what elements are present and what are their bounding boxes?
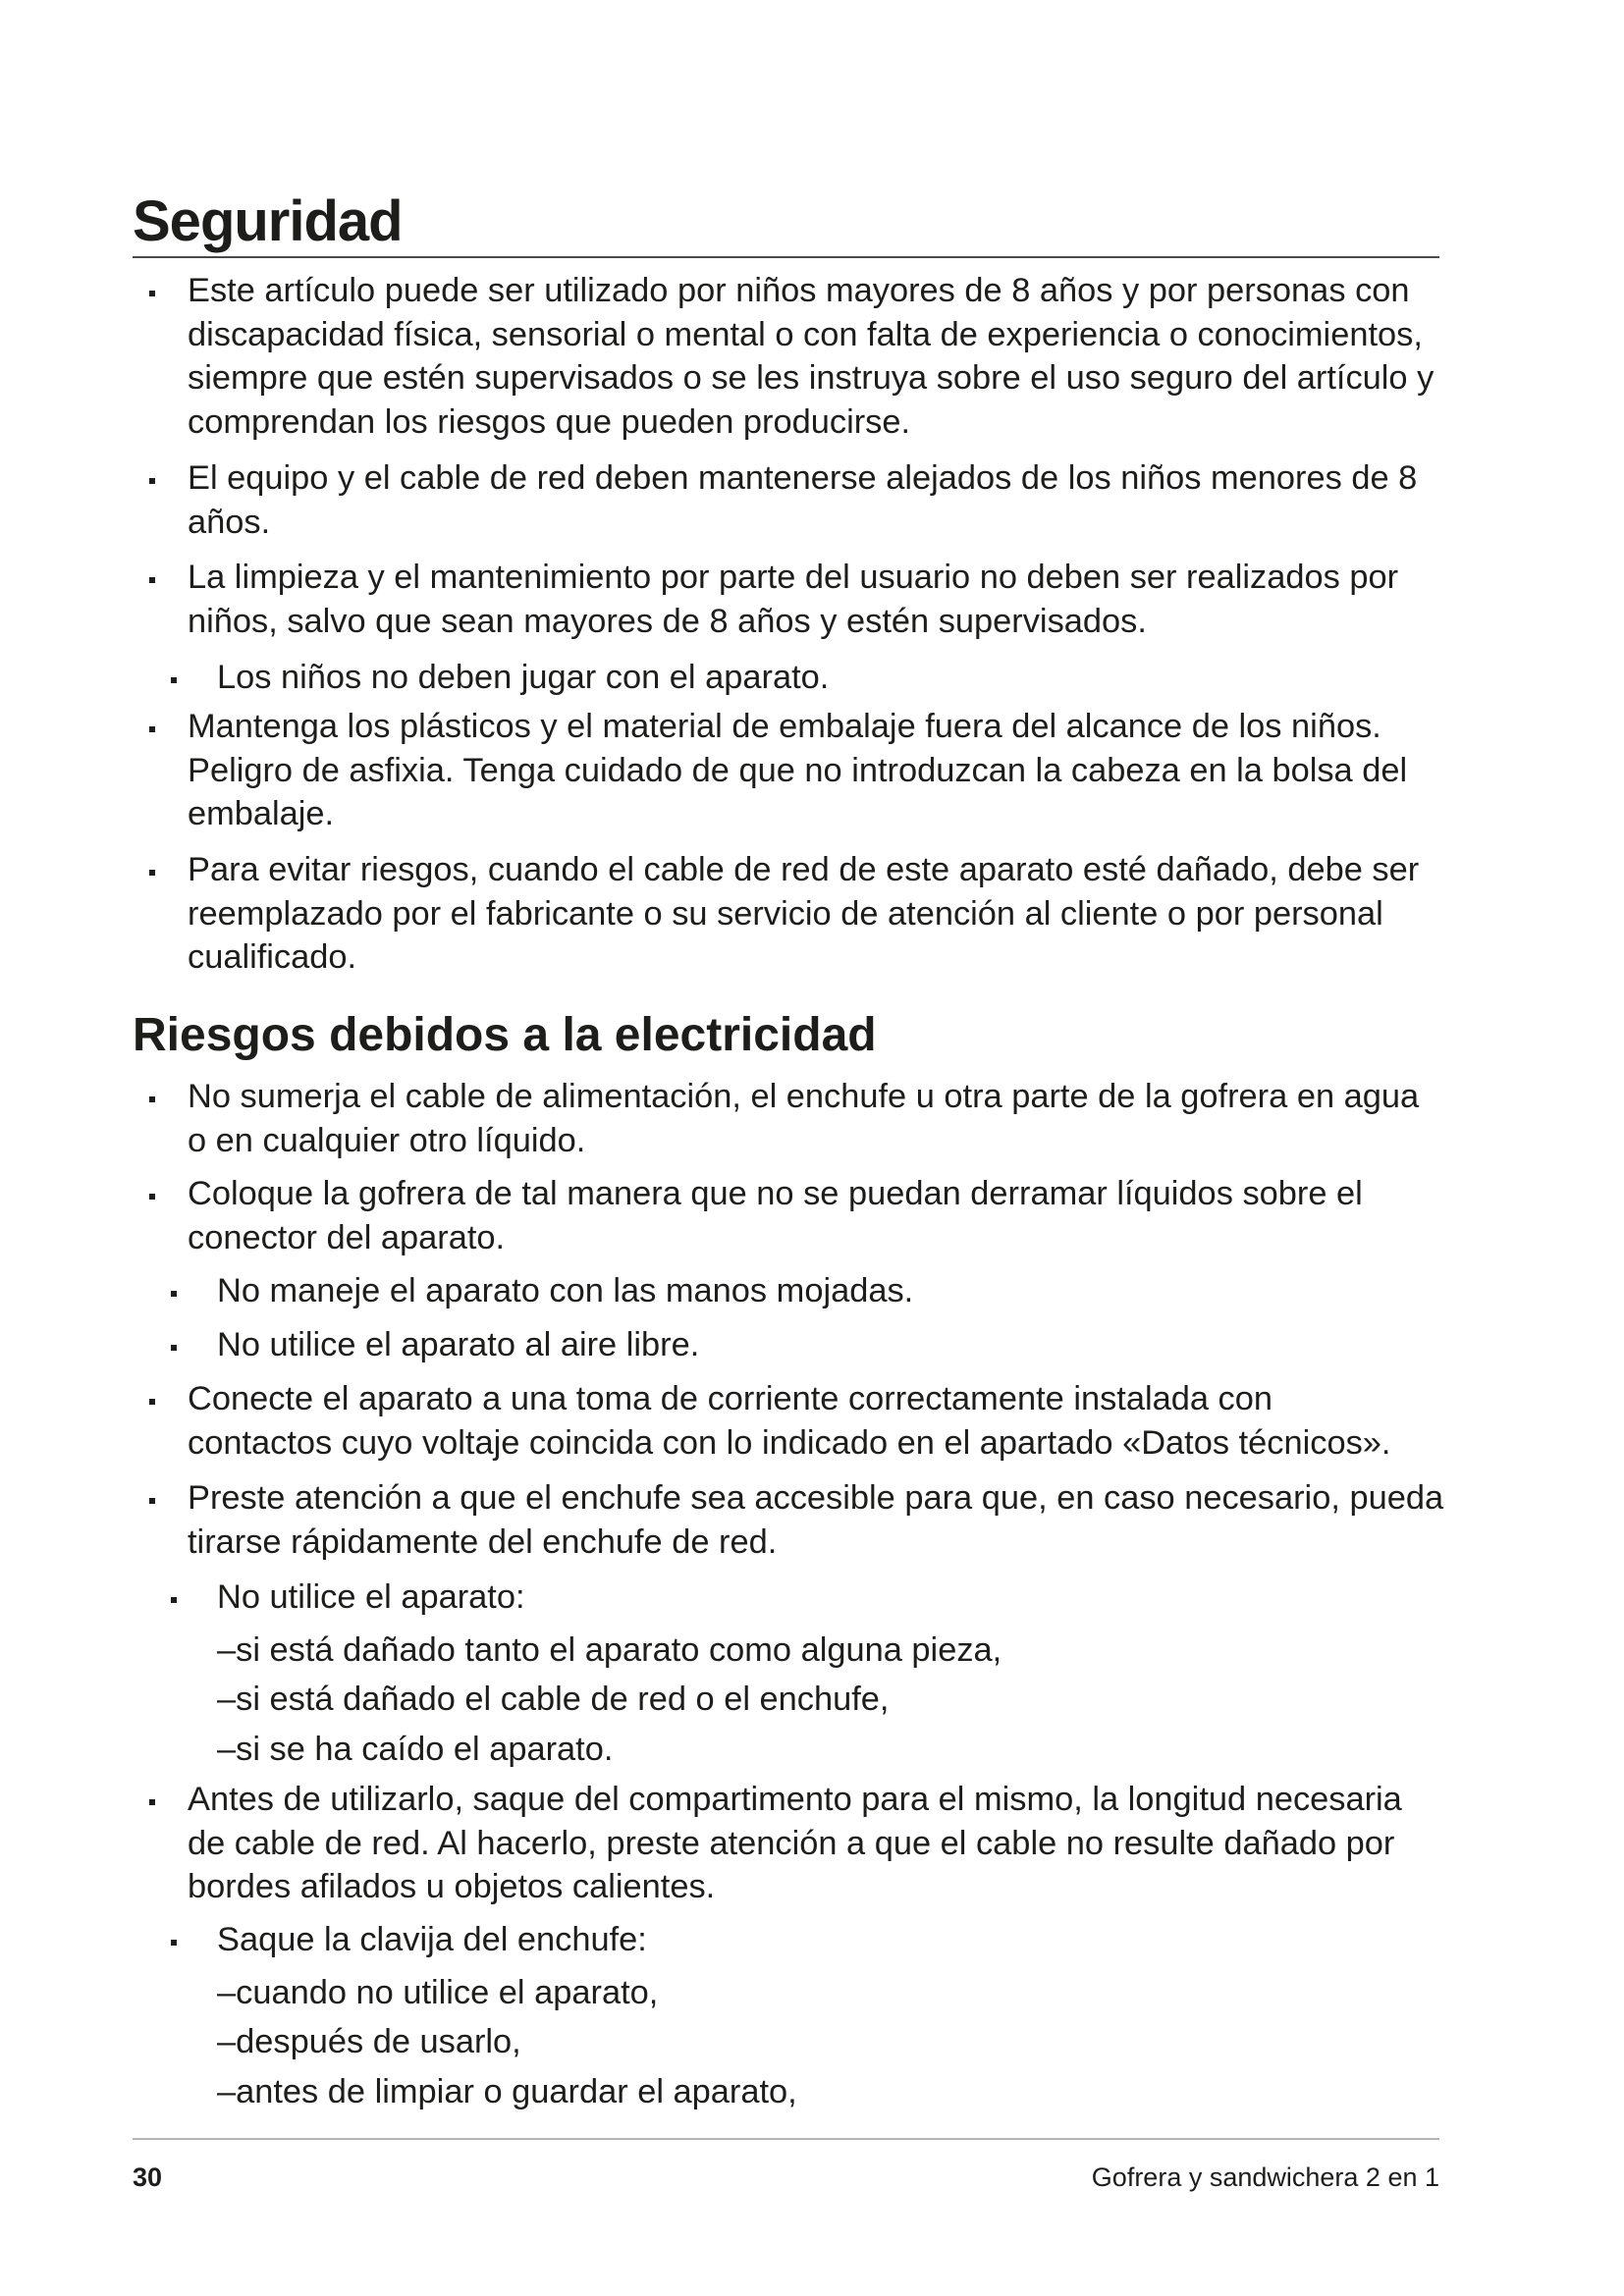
- item-text-line: niños, salvo que sean mayores de 8 años y estén supervisados.: [188, 602, 1147, 640]
- bullet-icon: [171, 1291, 177, 1297]
- bullet-icon: [149, 291, 155, 296]
- sub-item-line: –antes de limpiar o guardar el aparato,: [217, 2072, 797, 2110]
- sub-item-list: [217, 1626, 1001, 1775]
- item-text-line: contactos cuyo voltaje coincida con lo indicado en el apartado «Datos técnicos».: [188, 1423, 1391, 1462]
- item-text-line: Coloque la gofrera de tal manera que no se puedan derramar líquidos sobre el: [188, 1175, 1363, 1212]
- footer-document-title: Gofrera y sandwichera 2 en 1: [1091, 2163, 1439, 2192]
- list-item: [188, 848, 1419, 980]
- list-item: [188, 1476, 1443, 1564]
- section-heading-electrical-risks: Riesgos debidos a la electricidad: [133, 1009, 877, 1061]
- list-item: [188, 269, 1434, 444]
- list-item: [217, 656, 829, 700]
- item-text-line: Los niños no deben jugar con el aparato.: [217, 659, 830, 696]
- item-text-line: Antes de utilizarlo, saque del compartimento para el mismo, la longitud necesaria: [188, 1781, 1402, 1818]
- list-item: [217, 1575, 1001, 1774]
- item-text-line: El equipo y el cable de red deben mantenerse alejados de los niños menores de 8: [188, 459, 1418, 497]
- list-item: [188, 556, 1398, 643]
- bullet-icon: [149, 1399, 155, 1405]
- sub-item-line: –cuando no utilice el aparato,: [217, 1973, 659, 2011]
- list-item: [217, 1269, 913, 1313]
- sub-item-line: –si está dañado el cable de red o el enchufe,: [217, 1681, 890, 1718]
- item-text-line: siempre que estén supervisados o se les instruya sobre el uso seguro del artículo y: [188, 359, 1435, 397]
- bullet-icon: [149, 577, 155, 583]
- bullet-icon: [149, 870, 155, 876]
- list-item: [188, 1778, 1402, 1909]
- list-item: [217, 1323, 699, 1367]
- item-text-line: comprendan los riesgos que pueden producirse.: [188, 402, 911, 441]
- item-text-line: embalaje.: [188, 795, 335, 832]
- sub-item-list: [217, 1968, 797, 2117]
- item-text-line: cualificado.: [188, 938, 357, 976]
- bullet-icon: [149, 1096, 155, 1102]
- bullet-icon: [149, 726, 155, 732]
- item-text-line: No utilice el aparato:: [217, 1578, 525, 1616]
- item-text-line: No maneje el aparato con las manos mojadas.: [217, 1272, 914, 1309]
- bullet-icon: [149, 1799, 155, 1805]
- list-item: [188, 1075, 1419, 1162]
- bullet-icon: [171, 1345, 177, 1351]
- item-text-line: bordes afilados u objetos calientes.: [188, 1868, 716, 1905]
- item-text-line: No sumerja el cable de alimentación, el enchufe u otra parte de la gofrera en agua: [188, 1078, 1420, 1115]
- footer-rule: [133, 2138, 1439, 2140]
- item-text-line: reemplazado por el fabricante o su servicio de atención al cliente o por personal: [188, 894, 1383, 933]
- item-text-line: Preste atención a que el enchufe sea accesible para que, en caso necesario, pueda: [188, 1479, 1444, 1517]
- item-text-line: Este artículo puede ser utilizado por niños mayores de 8 años y por personas con: [188, 272, 1410, 309]
- item-text-line: tirarse rápidamente del enchufe de red.: [188, 1522, 778, 1561]
- item-text-line: conector del aparato.: [188, 1218, 506, 1256]
- list-item: [188, 456, 1417, 544]
- item-text-line: Para evitar riesgos, cuando el cable de red de este aparato esté dañado, debe ser: [188, 851, 1420, 888]
- bullet-icon: [171, 1597, 177, 1603]
- item-text-line: Saque la clavija del enchufe:: [217, 1921, 647, 1958]
- item-text-line: años.: [188, 503, 271, 541]
- list-item: [188, 1377, 1390, 1465]
- page-number: 30: [133, 2163, 163, 2192]
- sub-item-line: –después de usarlo,: [217, 2023, 521, 2060]
- item-text-line: o en cualquier otro líquido.: [188, 1121, 586, 1159]
- bullet-icon: [171, 1940, 177, 1946]
- bullet-icon: [171, 677, 177, 683]
- item-text-line: discapacidad física, sensorial o mental o con falta de experiencia o conocimientos,: [188, 315, 1423, 353]
- section-heading-safety: Seguridad: [133, 189, 403, 253]
- item-text-line: de cable de red. Al hacerlo, preste atención a que el cable no resulte dañado por: [188, 1824, 1395, 1862]
- item-text-line: Mantenga los plásticos y el material de embalaje fuera del alcance de los niños.: [188, 708, 1381, 745]
- list-item: [217, 1918, 797, 2116]
- bullet-icon: [149, 1194, 155, 1200]
- heading-rule: [133, 256, 1439, 258]
- item-text-line: No utilice el aparato al aire libre.: [217, 1326, 700, 1363]
- item-text-line: Conecte el aparato a una toma de corriente correctamente instalada con: [188, 1380, 1272, 1417]
- item-text-line: La limpieza y el mantenimiento por parte del usuario no deben ser realizados por: [188, 559, 1399, 596]
- list-item: [188, 705, 1407, 836]
- sub-item-line: –si está dañado tanto el aparato como alguna pieza,: [217, 1630, 1002, 1669]
- sub-item-line: –si se ha caído el aparato.: [217, 1730, 614, 1768]
- bullet-icon: [149, 478, 155, 484]
- list-item: [188, 1172, 1363, 1259]
- item-text-line: Peligro de asfixia. Tenga cuidado de que no introduzcan la cabeza en la bolsa del: [188, 751, 1408, 789]
- bullet-icon: [149, 1498, 155, 1504]
